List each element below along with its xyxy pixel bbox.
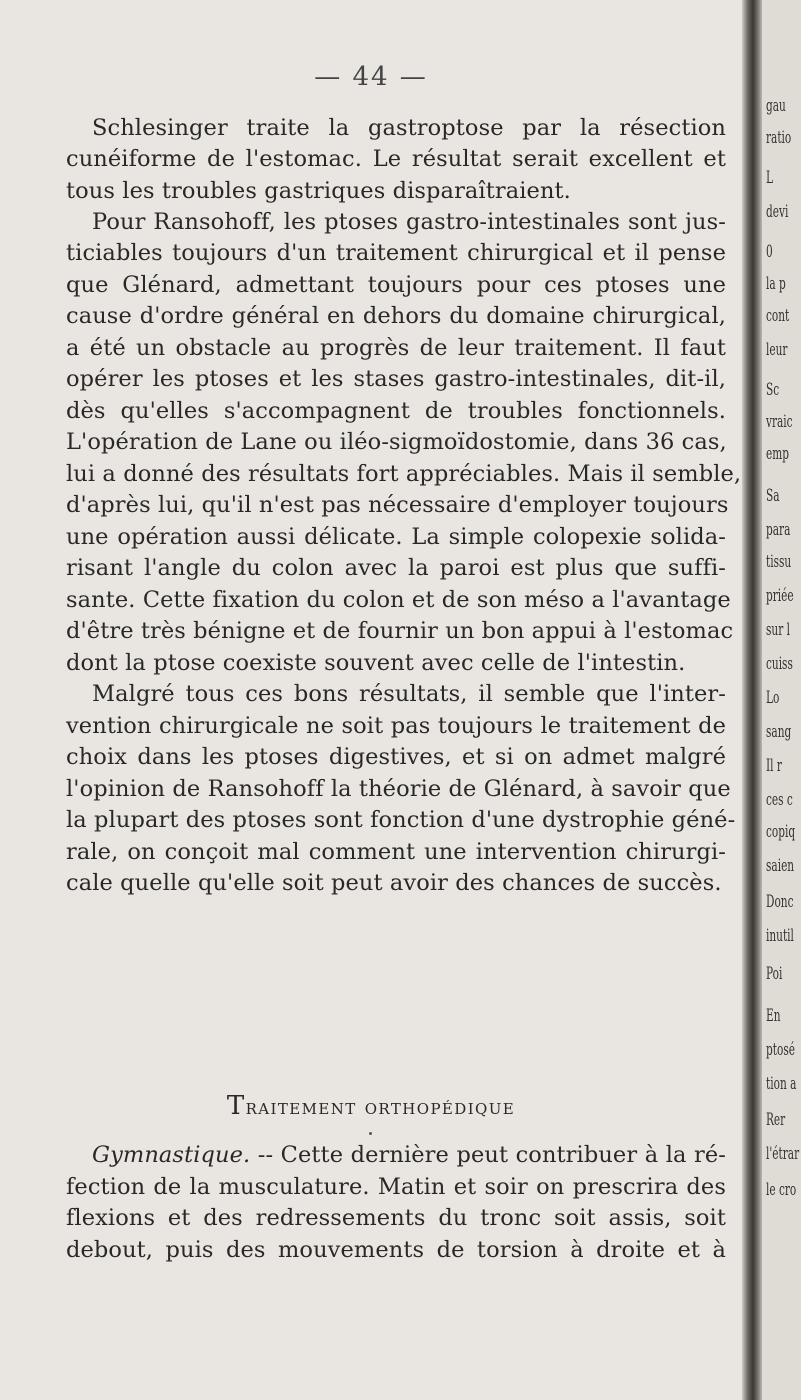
page-number: — 44 — [314, 62, 428, 92]
next-page-fragment: Poi [766, 964, 783, 984]
next-page-fragment: 0 [766, 242, 773, 262]
next-page-fragment: ptosé [766, 1040, 795, 1060]
next-page-fragment: Lo [766, 688, 780, 708]
next-page-fragment: Sa [766, 486, 780, 506]
next-page-fragment: sang [766, 722, 792, 742]
text-line: une opération aussi délicate. La simple colopexie solida- [66, 524, 726, 550]
text-line: tous les troubles gastriques disparaîtraient. [66, 178, 571, 204]
next-page-fragment: Sc [766, 380, 780, 400]
text-line: choix dans les ptoses digestives, et si on admet malgré [66, 744, 726, 770]
text-line: a été un obstacle au progrès de leur traitement. Il faut [66, 335, 726, 361]
text-line [66, 1140, 726, 1170]
next-page-fragment: gau [766, 96, 786, 116]
text-line: L'opération de Lane ou iléo-sigmoïdostomie, dans 36 cas, [66, 429, 727, 455]
next-page-fragment: ces c [766, 790, 793, 810]
next-page-fragment: tissu [766, 552, 792, 572]
text-line: opérer les ptoses et les stases gastro-intestinales, dit-il, [66, 366, 726, 392]
text-line: l'opinion de Ransohoff la théorie de Glénard, à savoir que [66, 776, 731, 802]
next-page-fragment: le cro [766, 1180, 797, 1200]
text-line: dont la ptose coexiste souvent avec celle de l'intestin. [66, 650, 686, 676]
text-line: Malgré tous ces bons résultats, il semble que l'inter- [92, 681, 726, 707]
gym-line1: -- Cette dernière peut contribuer à la ré- [250, 1142, 726, 1168]
text-line: Pour Ransohoff, les ptoses gastro-intestinales sont jus- [92, 209, 726, 235]
next-page-fragment: devi [766, 202, 789, 222]
text-line: d'être très bénigne et de fournir un bon appui à l'estomac [66, 618, 734, 644]
gym-lead: Gymnastique. [92, 1142, 251, 1168]
next-page-fragment: copiq [766, 822, 796, 842]
next-page-fragment: sur l [766, 620, 790, 640]
book-gutter [742, 0, 762, 1400]
text-line: dès qu'elles s'accompagnent de troubles fonctionnels. [66, 398, 726, 424]
next-page-fragment: l'étrar [766, 1144, 800, 1164]
text-line: flexions et des redressements du tronc soit assis, soit [66, 1205, 726, 1231]
next-page-fragment: para [766, 520, 791, 540]
next-page-fragment: Il r [766, 756, 782, 776]
text-line: fection de la musculature. Matin et soir on prescrira des [66, 1174, 726, 1200]
text-line: risant l'angle du colon avec la paroi est plus que suffi- [66, 555, 726, 581]
next-page-fragment: tion a [766, 1074, 797, 1094]
next-page-fragment: Rer [766, 1110, 786, 1130]
text-line: que Glénard, admettant toujours pour ces ptoses une [66, 272, 726, 298]
text-line: ticiables toujours d'un traitement chirurgical et il pense [66, 240, 726, 266]
text-line: cale quelle qu'elle soit peut avoir des chances de succès. [66, 870, 722, 896]
next-page-fragment: Donc [766, 892, 794, 912]
next-page-fragment: En [766, 1006, 781, 1026]
text-line: rale, on conçoit mal comment une intervention chirurgi- [66, 839, 726, 865]
text-line: la plupart des ptoses sont fonction d'une dystrophie géné- [66, 807, 736, 833]
text-line: sante. Cette fixation du colon et de son méso a l'avantage [66, 587, 731, 613]
next-page-edge [762, 0, 801, 1400]
text-line: debout, puis des mouvements de torsion à droite et à [66, 1237, 726, 1263]
text-line: vention chirurgicale ne soit pas toujours le traitement de [66, 713, 726, 739]
heading-rest: raitement orthopédique [245, 1095, 516, 1119]
text-line: cunéiforme de l'estomac. Le résultat serait excellent et [66, 146, 726, 172]
text-line: Schlesinger traite la gastroptose par la résection [92, 115, 726, 141]
next-page-fragment: emp [766, 444, 789, 464]
next-page-fragment: leur [766, 340, 788, 360]
next-page-fragment: la p [766, 274, 786, 294]
text-line: lui a donné des résultats fort appréciables. Mais il semble, [66, 461, 742, 487]
heading-initial: T [226, 1091, 246, 1121]
next-page-fragment: cont [766, 306, 790, 326]
ornament-dot [369, 1132, 372, 1135]
section-heading [0, 1091, 742, 1121]
next-page-fragment: saien [766, 856, 795, 876]
next-page-fragment: cuiss [766, 654, 793, 674]
text-line: cause d'ordre général en dehors du domaine chirurgical, [66, 303, 726, 329]
next-page-fragment: ratio [766, 128, 792, 148]
next-page-fragment: inutil [766, 926, 794, 946]
next-page-fragment: vraic [766, 412, 793, 432]
text-line: d'après lui, qu'il n'est pas nécessaire d'employer toujours [66, 492, 729, 518]
next-page-fragment: L [766, 168, 774, 188]
next-page-fragment: priée [766, 586, 794, 606]
